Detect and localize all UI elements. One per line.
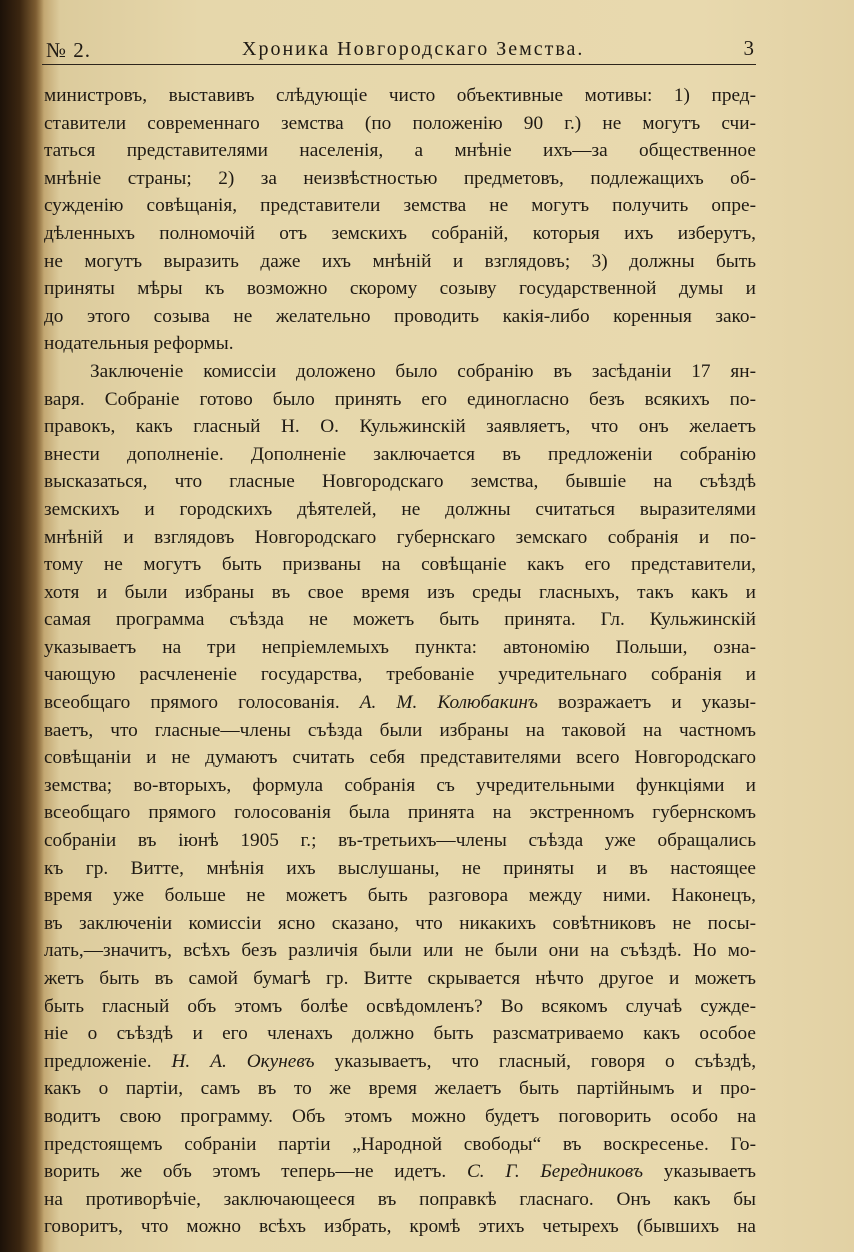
speaker-name: Н. А. Окуневъ: [171, 1050, 315, 1072]
text-line: [44, 1213, 756, 1241]
text-run: указываетъ на три непріемлемыхъ пункта: автономію Польши, озна-: [44, 636, 756, 658]
text-run: ніе о съѣздѣ и его членахъ должно быть разсматриваемо какъ особое: [44, 1023, 756, 1045]
text-line: [44, 744, 756, 772]
text-line: [44, 441, 756, 469]
text-line: [44, 937, 756, 965]
text-line: [44, 910, 756, 938]
text-run: собраніи въ іюнѣ 1905 г.; въ-третьихъ—члены съѣзда уже обращались: [44, 830, 756, 852]
text-run: земства; во-вторыхъ, формула собранія съ учредительными функціями и: [44, 774, 756, 796]
text-run: таться представителями населенія, а мнѣніе ихъ—за общественное: [44, 140, 756, 162]
text-run: приняты мѣры къ возможно скорому созыву государственной думы и: [44, 278, 756, 300]
text-run: говоритъ, что можно всѣхъ избрать, кромѣ этихъ четырехъ (бывшихъ на: [44, 1216, 756, 1238]
text-line: [44, 717, 756, 745]
text-run: указываетъ: [643, 1161, 756, 1183]
text-line: [44, 220, 756, 248]
text-run: до этого созыва не желательно проводить какія-либо коренныя зако-: [44, 305, 756, 327]
text-line: [44, 248, 756, 276]
text-run: ставители современнаго земства (по положенію 90 г.) не могутъ счи-: [44, 112, 756, 134]
text-run: нодательныя реформы.: [44, 333, 234, 355]
text-line: [44, 634, 756, 662]
text-run: ворить же объ этомъ теперь—не идетъ.: [44, 1161, 467, 1183]
text-line: [44, 965, 756, 993]
text-line: [44, 192, 756, 220]
text-run: мнѣній и взглядовъ Новгородскаго губернскаго земскаго собранія и по-: [44, 526, 756, 548]
body-text: [44, 82, 756, 1241]
text-line: [44, 330, 756, 358]
text-run: лать,—значитъ, всѣхъ безъ различія были или не были они на съѣздѣ. Но мо-: [44, 940, 756, 962]
text-run: хотя и были избраны въ свое время изъ среды гласныхъ, такъ какъ и: [44, 581, 756, 603]
text-run: возражаетъ и указы-: [537, 692, 756, 714]
text-run: высказаться, что гласные Новгородскаго земства, бывшіе на съѣздѣ: [44, 471, 756, 493]
text-line: [44, 110, 756, 138]
text-run: къ гр. Витте, мнѣнія ихъ выслушаны, не приняты и въ настоящее: [44, 857, 756, 879]
text-line: [44, 579, 756, 607]
text-line: [44, 524, 756, 552]
text-run: сужденію совѣщанія, представители земства не могутъ получить опре-: [44, 195, 756, 217]
text-run: чающую расчлененіе государства, требованіе учредительнаго собранія и: [44, 664, 756, 686]
text-line: [44, 303, 756, 331]
text-line: [44, 137, 756, 165]
text-line: [44, 1048, 756, 1076]
text-line: [44, 1158, 756, 1186]
running-header: [42, 34, 758, 64]
text-run: мнѣніе страны; 2) за неизвѣстностью предметовъ, подлежащихъ об-: [44, 167, 756, 189]
text-run: самая программа съѣзда не можетъ быть принята. Гл. Кульжинскій: [44, 609, 756, 631]
header-rule: [42, 64, 756, 65]
text-run: ваетъ, что гласные—члены съѣзда были избраны на таковой на частномъ: [44, 719, 756, 741]
text-line: [44, 799, 756, 827]
text-line: [44, 855, 756, 883]
text-run: въ заключеніи комиссіи ясно сказано, что никакихъ совѣтниковъ не посы-: [44, 912, 756, 934]
text-line: [44, 827, 756, 855]
text-line: [44, 1103, 756, 1131]
text-line: [44, 689, 756, 717]
text-line: [44, 1131, 756, 1159]
text-run: быть гласный объ этомъ болѣе освѣдомленъ? Во всякомъ случаѣ сужде-: [44, 995, 756, 1017]
text-line: [44, 82, 756, 110]
text-line: [44, 772, 756, 800]
text-run: предложеніе.: [44, 1050, 172, 1072]
text-line: [44, 275, 756, 303]
text-run: какъ о партіи, самъ въ то же время желаетъ быть партійнымъ и про-: [44, 1078, 756, 1100]
text-run: жетъ быть въ самой бумагѣ гр. Витте скрывается нѣчто другое и можетъ: [44, 968, 756, 989]
book-spine-shadow: [0, 0, 44, 1252]
text-run: внести дополненіе. Дополненіе заключается въ предложеніи собранію: [44, 443, 756, 465]
text-run: не могутъ выразить даже ихъ мнѣній и взглядовъ; 3) должны быть: [44, 250, 756, 272]
text-run: Заключеніе комиссіи доложено было собранію въ засѣданіи 17 ян-: [90, 360, 756, 382]
text-line: [44, 413, 756, 441]
text-line: [44, 993, 756, 1021]
text-run: дѣленныхъ полномочій отъ земскихъ собраній, которыя ихъ изберутъ,: [44, 222, 756, 244]
text-run: министровъ, выставивъ слѣдующіе чисто объективные мотивы: 1) пред-: [44, 85, 756, 106]
text-run: всеобщаго прямого голосованія была принята на экстренномъ губернскомъ: [44, 802, 756, 824]
text-line: [44, 882, 756, 910]
text-line: [44, 661, 756, 689]
page-number: 3: [743, 36, 754, 60]
speaker-name: А. М. Колюбакинъ: [359, 692, 538, 714]
running-title: Хроника Новгородскаго Земства.: [242, 38, 585, 60]
text-run: всеобщаго прямого голосованія.: [44, 692, 360, 714]
text-run: водитъ свою программу. Объ этомъ можно будетъ поговорить особо на: [44, 1105, 756, 1127]
text-line: [44, 358, 756, 386]
text-run: правокъ, какъ гласный Н. О. Кульжинскій заявляетъ, что онъ желаетъ: [44, 416, 756, 438]
text-run: время уже больше не можетъ быть разговора между ними. Наконецъ,: [44, 885, 756, 907]
speaker-name: С. Г. Бередниковъ: [466, 1161, 644, 1183]
text-line: [44, 386, 756, 414]
text-line: [44, 1075, 756, 1103]
text-line: [44, 606, 756, 634]
text-line: [44, 1020, 756, 1048]
text-run: варя. Собраніе готово было принять его единогласно безъ всякихъ по-: [44, 388, 756, 410]
text-line: [44, 165, 756, 193]
text-run: на противорѣчіе, заключающееся въ поправкѣ гласнаго. Онъ какъ бы: [44, 1188, 756, 1210]
text-run: предстоящемъ собраніи партіи „Народной свободы“ въ воскресенье. Го-: [44, 1133, 756, 1155]
text-run: земскихъ и городскихъ дѣятелей, не должны считаться выразителями: [44, 498, 756, 520]
text-line: [44, 468, 756, 496]
text-line: [44, 551, 756, 579]
text-line: [44, 1186, 756, 1214]
text-run: совѣщаніи и не думаютъ считать себя представителями всего Новгородскаго: [44, 747, 756, 769]
text-run: указываетъ, что гласный, говоря о съѣздѣ,: [314, 1050, 756, 1072]
text-line: [44, 496, 756, 524]
text-run: тому не могутъ быть призваны на совѣщаніе какъ его представители,: [44, 554, 756, 576]
issue-number: № 2.: [46, 38, 92, 62]
